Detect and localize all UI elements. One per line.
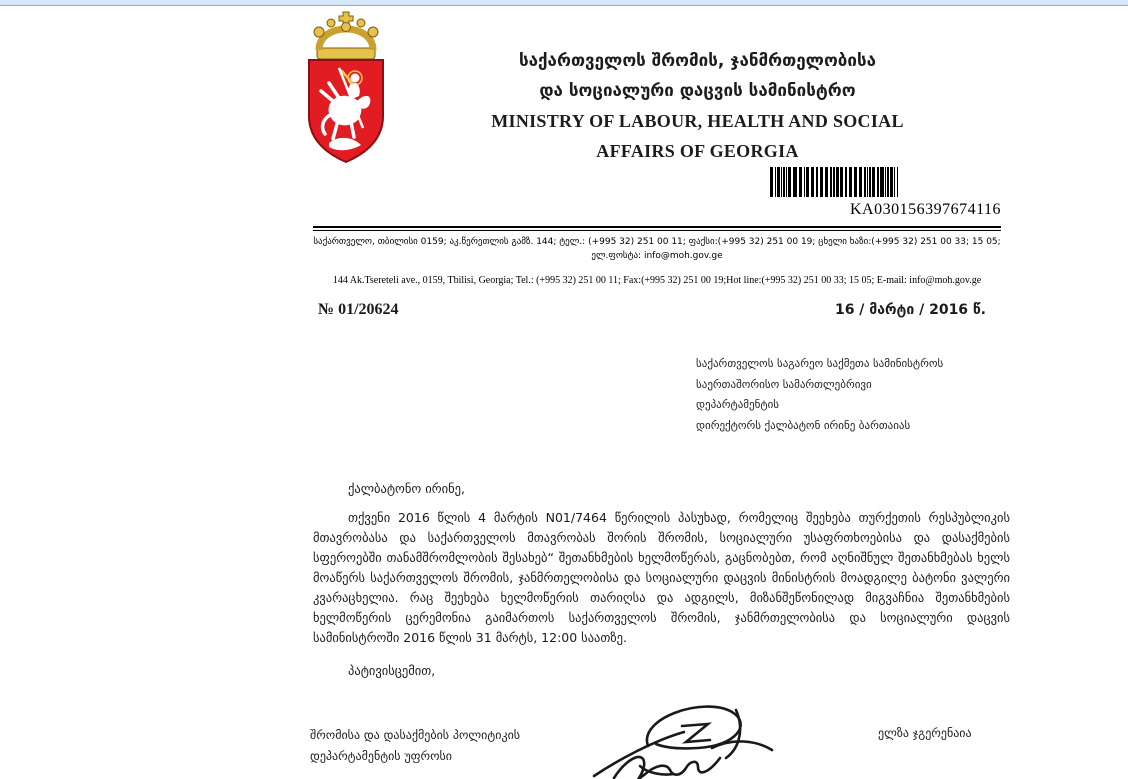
header-divider [313, 226, 1001, 231]
coat-of-arms-graphic [303, 6, 389, 164]
ministry-header [400, 46, 995, 166]
document-number: № 01/20624 [318, 301, 399, 318]
ministry-title-ka-line1: საქართველოს შრომის, ჯანმრთელობისა [518, 51, 877, 71]
address-ka-line1: საქართველო, თბილისი 0159; აკ.წერეთლის გამზ. 144; ტელ.: (+995 32) 251 00 11; ფაქსი:(+995 32) 251 00 19; ცხელი ხაზი:(+995 32) 251 00 33; 15 05; [313, 237, 1001, 247]
address-georgian [305, 235, 1009, 263]
ministry-title-ka-line2: და სოციალური დაცვის სამინისტრო [539, 81, 856, 101]
reference-row [318, 301, 986, 319]
signature-strokes [586, 696, 781, 779]
georgia-coat-of-arms [303, 6, 389, 164]
closing-phrase: პატივისცემით, [348, 663, 436, 678]
crown-icon [314, 12, 378, 59]
document-date: 16 / მარტი / 2016 წ. [834, 302, 986, 318]
address-ka-line2: ელ.ფოსტა: info@moh.gov.ge [591, 251, 723, 261]
letter-body: თქვენი 2016 წლის 4 მარტის N01/7464 წერილის პასუხად, რომელიც შეეხება თურქეთის რესპუბლიკის მთავრობასა და საქართველოს მთავრობას შორის შრომის, სოციალური უსაფრთხოებისა და დასაქმების სფეროებში თანამშრომლობის შესახებ“ შეთანხმების ხელმოწერას, გაცნობებთ, რომ აღნიშნულ შეთანხმებას ხელს მოაწერს საქართველოს შრომის, ჯანმრთელობისა და სოციალური დაცვის მინისტრის მოადგილე ბატონი ვალერი კვარაცხელია. რაც შეეხება ხელმოწერის თარიღსა და ადგილს, მიზანშეწონილად მიგვაჩნია შეთანხმების ხელმოწერის ცერემონია გაიმართოს საქართველოს შრომის, ჯანმრთელობისა და სოციალური დაცვის სამინისტროში 2016 წლის 31 მარტს, 12:00 საათზე. [313, 510, 1010, 645]
handwritten-signature [586, 696, 781, 779]
address-english: 144 Ak.Tsereteli ave., 0159, Tbilisi, Georgia; Tel.: (+995 32) 251 00 11; Fax:(+995 32) 251 00 19;Hot line:(+995 32) 251 00 33; 15 05; E-mail: info@moh.gov.ge [332, 275, 982, 286]
recipient-line3: დირექტორს ქალბატონ ირინე ბართაიას [696, 418, 911, 432]
signer-title [310, 725, 520, 767]
window-top-edge [0, 0, 1128, 6]
signer-title-line2: დეპარტამენტის უფროსი [310, 749, 453, 763]
recipient-line1: საქართველოს საგარეო საქმეთა სამინისტროს [696, 357, 944, 370]
signer-title-line1: შრომისა და დასაქმების პოლიტიკის [310, 728, 521, 742]
ministry-title-en-line2: AFFAIRS OF GEORGIA [596, 141, 799, 161]
ministry-title-en-line1: MINISTRY OF LABOUR, HEALTH AND SOCIAL [491, 111, 904, 131]
signer-name: ელზა ჯგერენაია [878, 726, 972, 740]
recipient-line2: საერთაშორისო სამართლებრივი დეპარტამენტის [696, 377, 872, 411]
barcode-icon [770, 167, 912, 197]
recipient-block [696, 354, 956, 436]
salutation: ქალბატონო ირინე, [348, 481, 465, 496]
barcode-number: KA030156397674116 [849, 201, 1001, 218]
